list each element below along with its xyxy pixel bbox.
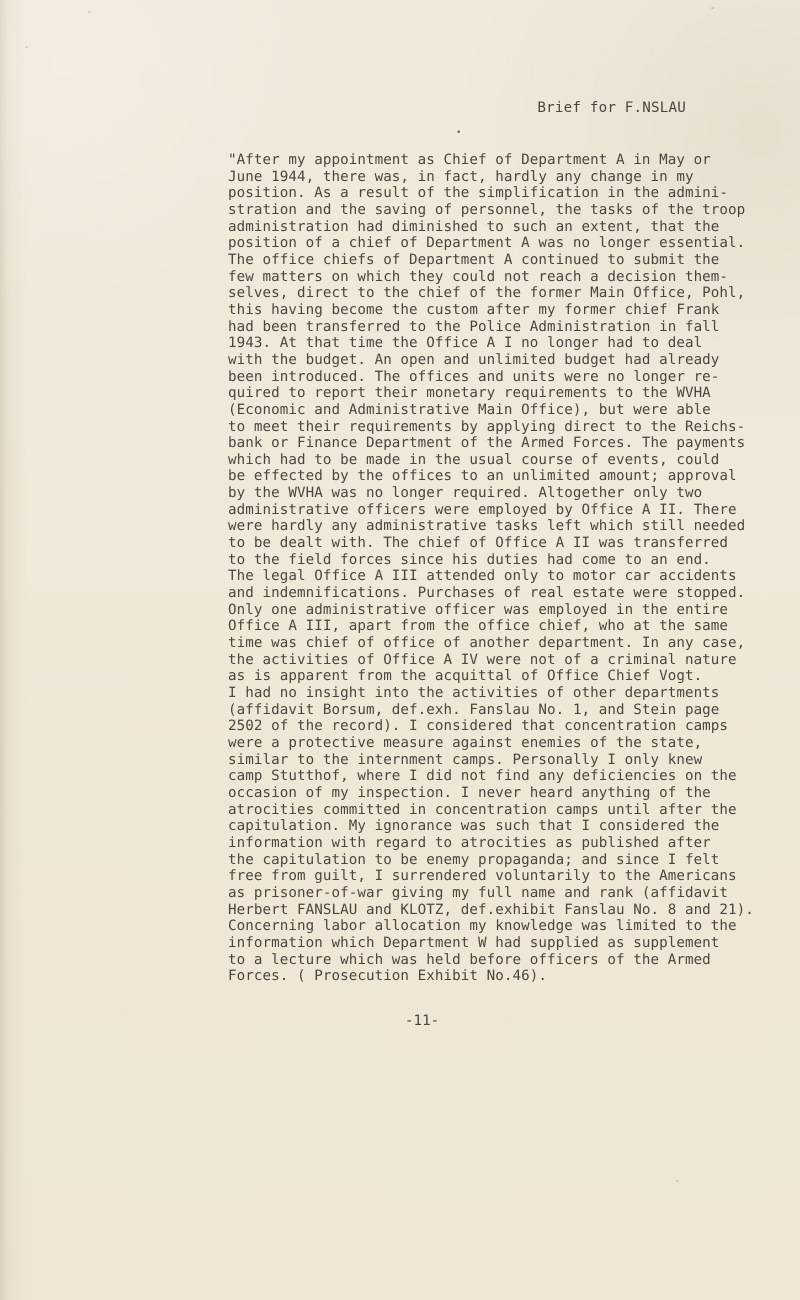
page-number: -11- <box>405 1013 440 1029</box>
paper-speckle <box>711 7 714 9</box>
document-body-text: "After my appointment as Chief of Department A in May or June 1944, there was, in fact, hardly any change in my position. As a result of the simplification in the admini- stration and the saving of personnel, the tasks of the troop administration had diminished to such an extent, that the position of a chief of Department A was no longer essential. The office chiefs of Department A continued to submit the few matters on which they could not reach a decision them- selves, direct to the chief of the former Main Office, Pohl, this having become the custom after my former chief Frank had been transferred to the Police Administration in fall 1943. At that time the Office A I no longer had to deal with the budget. An open and unlimited budget had already been introduced. The offices and units were no longer re- quired to report their monetary requirements to the WVHA (Economic and Administrative Main Office), but were able to meet their requirements by applying direct to the Reichs- bank or Finance Department of the Armed Forces. The payments which had to be made in the usual course of events, could be effected by the offices to an unlimited amount; approval by the WVHA was no longer required. Altogether only two administrative officers were employed by Office A II. There were hardly any administrative tasks left which still needed to be dealt with. The chief of Office A II was transferred to the field forces since his duties had come to an end. The legal Office A III attended only to motor car accidents and indemnifications. Purchases of real estate were stopped. Only one administrative officer was employed in the entire Office A III, apart from the office chief, who at the same time was chief of office of another department. In any case, the activities of Office A IV were not of a criminal nature as is apparent from the acquittal of Office Chief Vogt. I had no insight into the activities of other departments (affidavit Borsum, def.exh. Fanslau No. 1, and Stein page 2502 of the record). I considered that concentration camps were a protective measure against enemies of the state, similar to the internment camps. Personally I only knew camp Stutthof, where I did not find any deficiencies on the occasion of my inspection. I never heard anything of the atrocities committed in concentration camps until after the capitulation. My ignorance was such that I considered the information with regard to atrocities as published after the capitulation to be enemy propaganda; and since I felt free from guilt, I surrendered voluntarily to the Americans as prisoner-of-war giving my full name and rank (affidavit Herbert FANSLAU and KLOTZ, def.exhibit Fanslau No. 8 and 21). Concerning labor allocation my knowledge was limited to the information which Department W had supplied as supplement to a lecture which was held before officers of the Armed Forces. ( Prosecution Exhibit No.46). <box>228 152 754 985</box>
paper-speckle <box>25 46 28 48</box>
header-mark: • <box>456 128 462 138</box>
paper-speckle <box>88 11 91 13</box>
paper-speckle <box>676 1180 679 1182</box>
page-header: Brief for F.NSLAU <box>537 100 686 116</box>
